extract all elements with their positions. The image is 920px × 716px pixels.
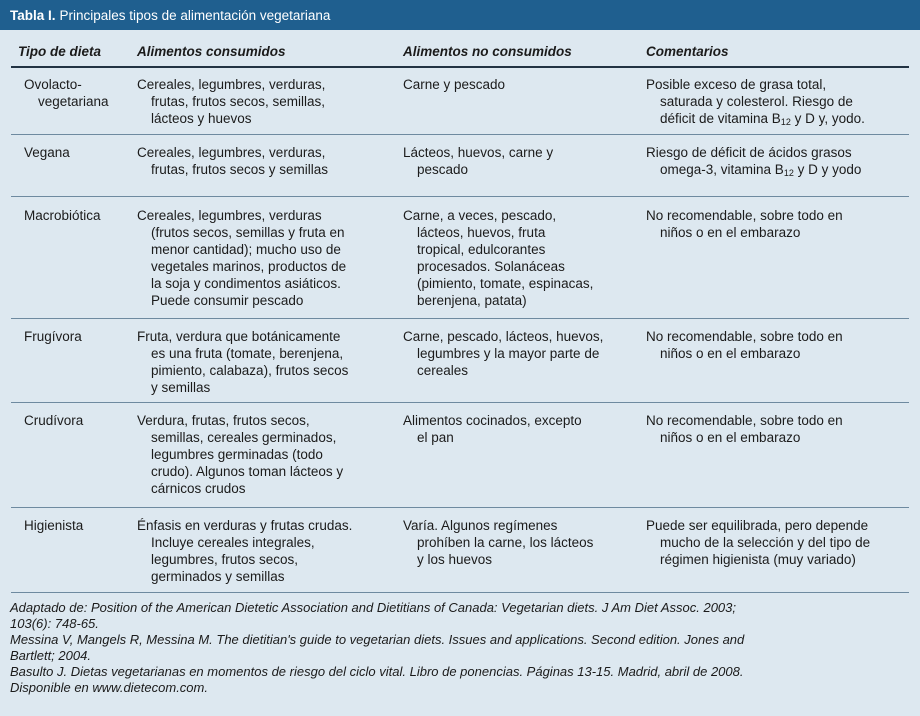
row-tipo: Ovolacto- vegetariana xyxy=(24,77,109,109)
row-comentarios: Riesgo de déficit de ácidos grasos omega-3, vitamina $B_{12}$ y D y yodo xyxy=(646,145,862,178)
row-comentarios: Puede ser equilibrada, pero depende mucho de la selección y del tipo de régimen higienista (muy variado) xyxy=(646,518,871,567)
row-divider xyxy=(11,318,909,319)
row-consumidos: Cereales, legumbres, verduras (frutos secos, semillas y fruta en menor cantidad); mucho uso de vegetales marinos, productos de la soja y condimentos asiáticos. Puede consumir pescado xyxy=(137,208,347,308)
row-tipo: Frugívora xyxy=(24,329,82,344)
row-comentarios: No recomendable, sobre todo en niños o en el embarazo xyxy=(646,329,843,361)
row-consumidos: Cereales, legumbres, verduras, frutas, frutos secos, semillas, lácteos y huevos xyxy=(137,77,326,126)
footnote-line: Messina V, Mangels R, Messina M. The dietitian's guide to vegetarian diets. Issues and applications. Second edition. Jones and xyxy=(10,632,745,647)
header-rule xyxy=(11,66,909,68)
row-comentarios: No recomendable, sobre todo en niños o en el embarazo xyxy=(646,413,843,445)
row-comentarios: No recomendable, sobre todo en niños o en el embarazo xyxy=(646,208,843,240)
footnote-line: 103(6): 748-65. xyxy=(10,616,99,631)
row-no-consumidos: Carne, pescado, lácteos, huevos, legumbres y la mayor parte de cereales xyxy=(403,329,604,378)
row-no-consumidos: Carne, a veces, pescado, lácteos, huevos, fruta tropical, edulcorantes procesados. Solanáceas (pimiento, tomate, espinacas, berenjena, patata) xyxy=(403,208,594,308)
row-consumidos: Énfasis en verduras y frutas crudas. Incluye cereales integrales, legumbres, frutos secos, germinados y semillas xyxy=(137,518,353,584)
row-consumidos: Cereales, legumbres, verduras, frutas, frutos secos y semillas xyxy=(137,145,329,177)
row-consumidos: Fruta, verdura que botánicamente es una fruta (tomate, berenjena, pimiento, calabaza), frutos secos y semillas xyxy=(137,329,349,395)
row-divider xyxy=(11,507,909,508)
header-tipo: Tipo de dieta xyxy=(18,44,102,59)
footnote-line: Basulto J. Dietas vegetarianas en momentos de riesgo del ciclo vital. Libro de ponencias. Páginas 13-15. Madrid, abril de 2008. xyxy=(10,664,744,679)
footnote-divider xyxy=(11,592,909,593)
header-consumidos: Alimentos consumidos xyxy=(137,44,286,59)
footnote-line: Disponible en www.dietecom.com. xyxy=(10,680,208,695)
table-title: Principales tipos de alimentación vegetariana xyxy=(59,7,331,23)
row-divider xyxy=(11,134,909,135)
row-tipo: Macrobiótica xyxy=(24,208,101,223)
row-tipo: Crudívora xyxy=(24,413,84,428)
row-divider xyxy=(11,402,909,403)
row-comentarios: Posible exceso de grasa total, saturada y colesterol. Riesgo de déficit de vitamina $B_{12}$ y D y, yodo. xyxy=(646,77,865,127)
row-consumidos: Verdura, frutas, frutos secos, semillas, cereales germinados, legumbres germinadas (todo crudo). Algunos toman lácteos y cárnicos crudos xyxy=(137,413,344,496)
table-label: Tabla I. xyxy=(10,7,56,23)
row-no-consumidos: Lácteos, huevos, carne y pescado xyxy=(403,145,554,177)
row-no-consumidos: Varía. Algunos regímenes prohíben la carne, los lácteos y los huevos xyxy=(403,518,594,567)
row-tipo: Vegana xyxy=(24,145,70,160)
footnote-line: Bartlett; 2004. xyxy=(10,648,91,663)
row-divider xyxy=(11,196,909,197)
table-title-bar xyxy=(0,0,920,30)
header-comentarios: Comentarios xyxy=(646,44,729,59)
header-no-consumidos: Alimentos no consumidos xyxy=(403,44,572,59)
footnotes xyxy=(10,600,744,696)
footnote-line: Adaptado de: Position of the American Dietetic Association and Dietitians of Canada: Vegetarian diets. J Am Diet Assoc. 2003; xyxy=(10,600,736,615)
row-no-consumidos: Carne y pescado xyxy=(403,77,506,92)
row-no-consumidos: Alimentos cocinados, excepto el pan xyxy=(403,413,582,445)
row-tipo: Higienista xyxy=(24,518,84,533)
